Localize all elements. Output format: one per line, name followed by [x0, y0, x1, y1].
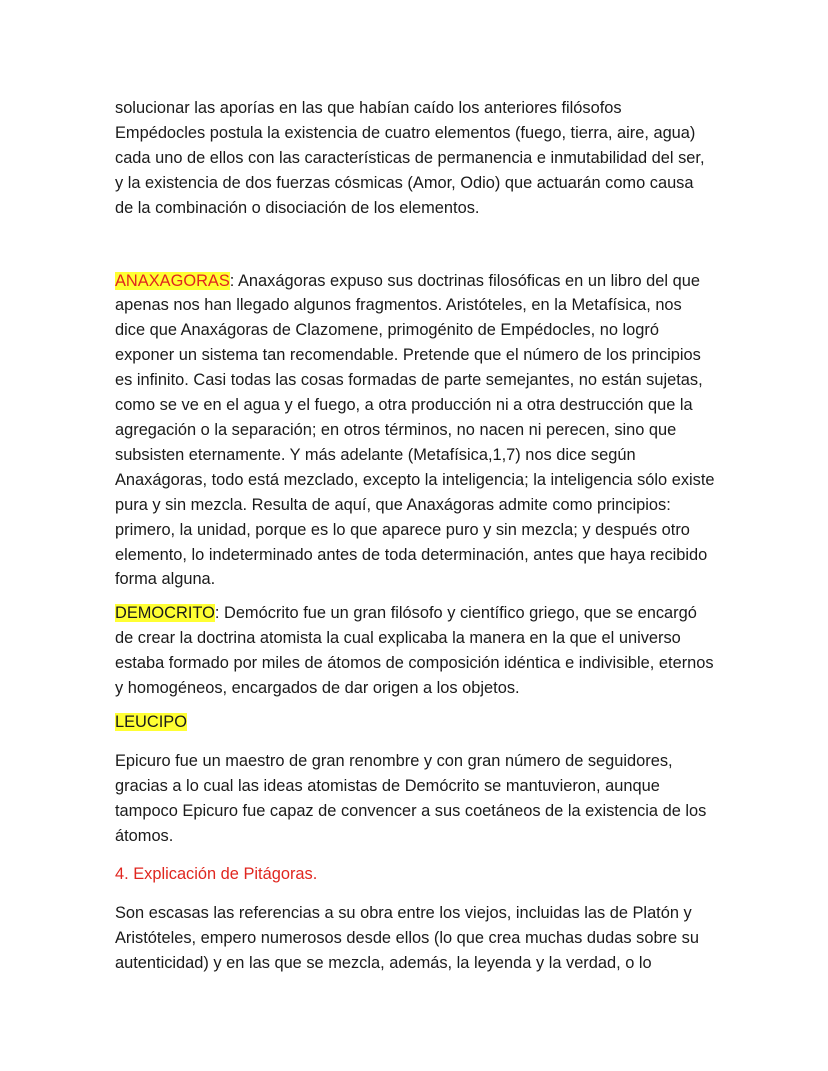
leucipo-paragraph: [115, 710, 715, 735]
leucipo-label: LEUCIPO: [115, 712, 187, 731]
pitagoras-paragraph: Son escasas las referencias a su obra entre los viejos, incluidas las de Platón y Aristóteles, empero numerosos desde ellos (lo que crea muchas dudas sobre su autenticidad) y en las que se mezcla, además, la leyenda y la verdad, o lo: [115, 904, 699, 973]
anaxagoras-paragraph: [115, 269, 715, 593]
document-page: [115, 96, 715, 976]
democrito-text: : Demócrito fue un gran filósofo y científico griego, que se encargó de crear la doctrina atomista la cual explicaba la manera en la que el universo estaba formado por miles de átomos de composición idéntica e indivisible, eternos y homogéneos, encargados de dar origen a los objetos.: [115, 604, 714, 698]
democrito-label: DEMOCRITO: [115, 604, 215, 623]
anaxagoras-text: : Anaxágoras expuso sus doctrinas filosóficas en un libro del que apenas nos han llegado algunos fragmentos. Aristóteles, en la Metafísica, nos dice que Anaxágoras de Clazomene, primogénito de Empédocles, no logró exponer un sistema tan recomendable. Pretende que el número de los principios es infinito. Casi todas las cosas formadas de parte semejantes, no están sujetas, como se ve en el agua y el fuego, a otra producción ni a otra destrucción que la agregación o la separación; en otros términos, no nacen ni perecen, sino que subsisten eternamente. Y más adelante (Metafísica,1,7) nos dice según Anaxágoras, todo está mezclado, excepto la inteligencia; la inteligencia sólo existe pura y sin mezcla. Resulta de aquí, que Anaxágoras admite como principios: primero, la unidad, porque es lo que aparece puro y sin mezcla; y después otro elemento, lo indeterminado antes de toda determinación, antes que haya recibido forma alguna.: [115, 271, 715, 589]
empedocles-paragraph: solucionar las aporías en las que habían caído los anteriores filósofos Empédocles postula la existencia de cuatro elementos (fuego, tierra, aire, agua) cada uno de ellos con las características de permanencia e inmutabilidad del ser, y la existencia de dos fuerzas cósmicas (Amor, Odio) que actuarán como causa de la combinación o disociación de los elementos.: [115, 99, 705, 217]
anaxagoras-label: ANAXAGORAS: [115, 271, 230, 290]
epicuro-paragraph: Epicuro fue un maestro de gran renombre y con gran número de seguidores, gracias a lo cual las ideas atomistas de Demócrito se mantuvieron, aunque tampoco Epicuro fue capaz de convencer a sus coetáneos de la existencia de los átomos.: [115, 751, 707, 845]
section-heading: 4. Explicación de Pitágoras.: [115, 865, 318, 884]
democrito-paragraph: [115, 601, 715, 701]
